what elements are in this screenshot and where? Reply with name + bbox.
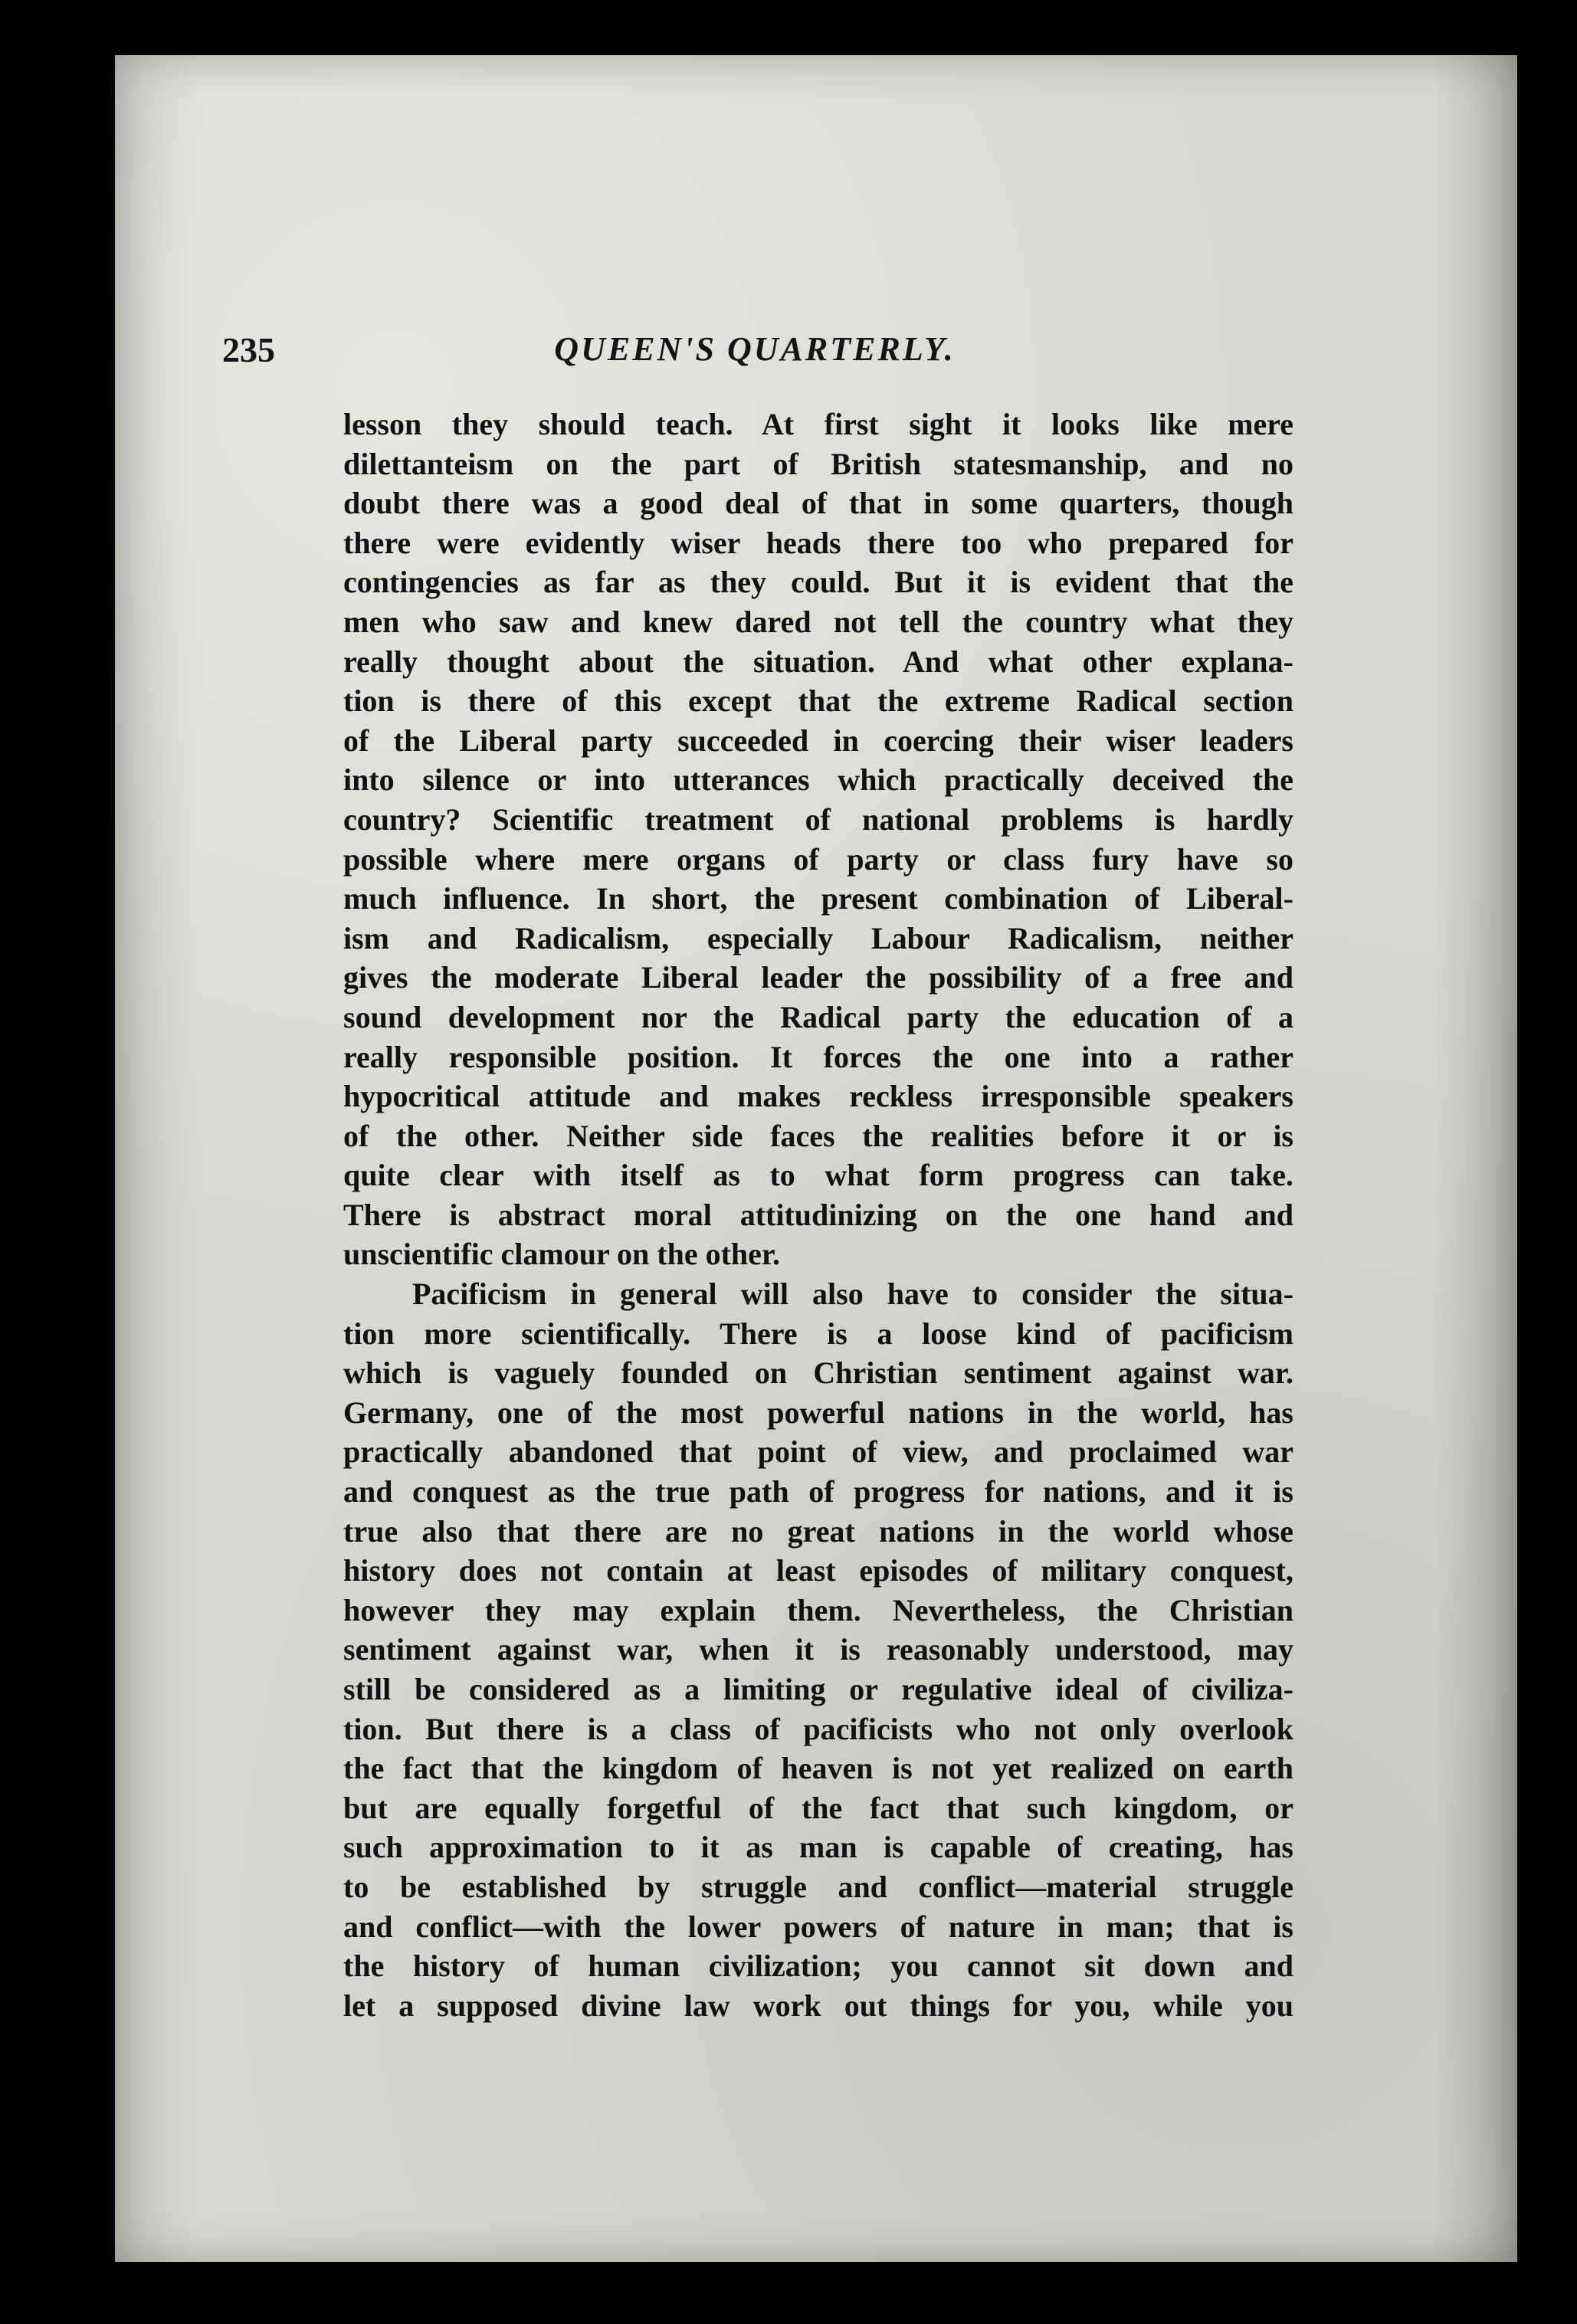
text-line: of the other. Neither side faces the realities before it or is: [343, 1118, 1293, 1153]
binding-mark: [1548, 1686, 1563, 1716]
text-line: however they may explain them. Nevertheless, the Christian: [343, 1592, 1293, 1627]
text-line: still be considered as a limiting or regulative ideal of civiliza-: [343, 1672, 1293, 1706]
text-line: contingencies as far as they could. But it is evident that the: [343, 565, 1293, 600]
text-line: and conquest as the true path of progress for nations, and it is: [343, 1474, 1293, 1509]
binding-mark: [1533, 2115, 1556, 2135]
text-line: let a supposed divine law work out things for you, while you: [343, 1988, 1293, 2023]
text-line: sound development nor the Radical party the education of a: [343, 999, 1293, 1034]
text-line: history does not contain at least episodes of military conquest,: [343, 1553, 1293, 1588]
text-line: tion is there of this except that the extreme Radical section: [343, 683, 1293, 719]
text-line: which is vaguely founded on Christian sentiment against war.: [343, 1355, 1293, 1391]
text-line: into silence or into utterances which practically deceived the: [343, 762, 1293, 798]
text-line: the history of human civilization; you cannot sit down and: [343, 1949, 1293, 1984]
body-text: [343, 405, 1293, 2025]
page-header: [222, 329, 1287, 383]
text-line: to be established by struggle and conflict—material struggle: [343, 1869, 1293, 1904]
text-line: Germany, one of the most powerful nations in the world, has: [343, 1395, 1293, 1430]
text-line: gives the moderate Liberal leader the possibility of a free and: [343, 960, 1293, 995]
paragraph-1: [343, 405, 1293, 1274]
text-line: really responsible position. It forces the one into a rather: [343, 1039, 1293, 1074]
text-line: quite clear with itself as to what form progress can take.: [343, 1158, 1293, 1193]
text-line: tion more scientifically. There is a loose kind of pacificism: [343, 1316, 1293, 1351]
page-number: 235: [222, 330, 275, 369]
text-line: doubt there was a good deal of that in some quarters, though: [343, 486, 1293, 521]
text-line: dilettanteism on the part of British statesmanship, and no: [343, 446, 1293, 481]
text-line: Pacificism in general will also have to consider the situa-: [412, 1277, 1293, 1312]
binding-mark: [1548, 613, 1563, 644]
binding-mark: [1548, 1195, 1563, 1226]
text-line: the fact that the kingdom of heaven is not yet realized on earth: [343, 1751, 1293, 1786]
text-line: There is abstract moral attitudinizing on the one hand and: [343, 1197, 1293, 1232]
text-line: men who saw and knew dared not tell the country what they: [343, 604, 1293, 639]
text-line: really thought about the situation. And what other explana-: [343, 644, 1293, 679]
text-line: of the Liberal party succeeded in coercing their wiser leaders: [343, 723, 1293, 758]
running-title: QUEEN'S QUARTERLY.: [554, 330, 956, 368]
text-line: and conflict—with the lower powers of nature in man; that is: [343, 1909, 1293, 1944]
text-line: ism and Radicalism, especially Labour Radicalism, neither: [343, 920, 1293, 955]
text-line: such approximation to it as man is capable of creating, has: [343, 1830, 1293, 1865]
text-line: there were evidently wiser heads there too who prepared for: [343, 525, 1293, 560]
text-line: practically abandoned that point of view, and proclaimed war: [343, 1434, 1293, 1470]
binding-mark: [1546, 222, 1565, 256]
text-line: country? Scientific treatment of national problems is hardly: [343, 801, 1293, 837]
text-line: possible where mere organs of party or class fury have so: [343, 841, 1293, 877]
text-line: tion. But there is a class of pacificists who not only overlook: [343, 1711, 1293, 1746]
text-line: hypocritical attitude and makes reckless irresponsible speakers: [343, 1079, 1293, 1114]
text-line: much influence. In short, the present combination of Liberal-: [343, 881, 1293, 916]
text-line: sentiment against war, when it is reasonably understood, may: [343, 1632, 1293, 1667]
text-line: unscientific clamour on the other.: [343, 1237, 780, 1272]
text-line: but are equally forgetful of the fact that such kingdom, or: [343, 1790, 1293, 1825]
text-line: lesson they should teach. At first sight it looks like mere: [343, 407, 1293, 441]
paragraph-2: [343, 1274, 1293, 2025]
text-line: true also that there are no great nations in the world whose: [343, 1513, 1293, 1549]
